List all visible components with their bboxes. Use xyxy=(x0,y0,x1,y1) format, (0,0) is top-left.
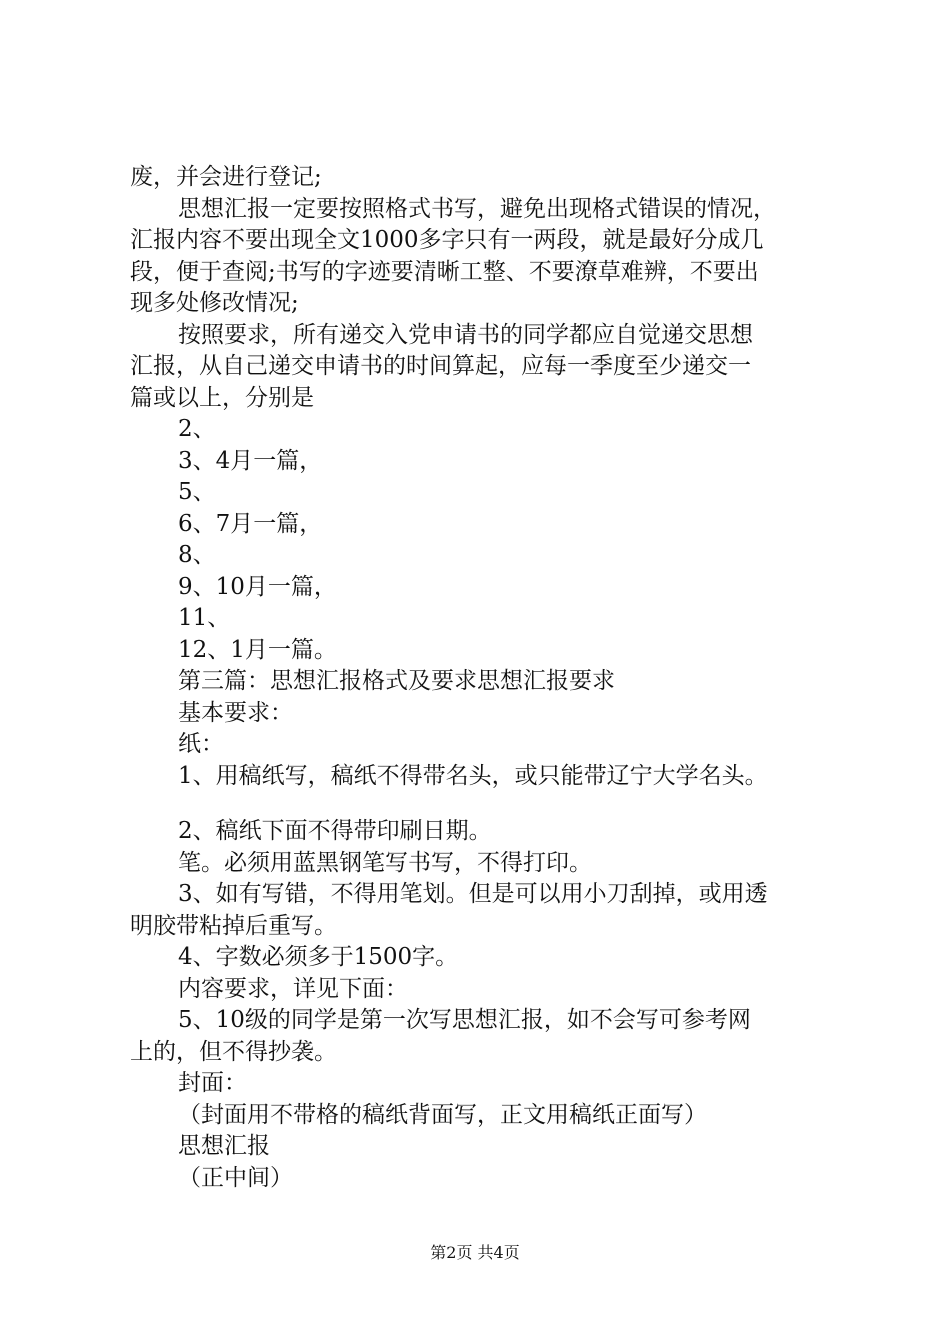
list-item: 8、 xyxy=(178,542,216,568)
page-footer: 第2页 共4页 xyxy=(430,1243,520,1262)
list-item: 5、 xyxy=(178,479,216,505)
text-line: 废，并会进行登记; xyxy=(130,164,322,190)
text-line: 5、10级的同学是第一次写思想汇报，如不会写可参考网 xyxy=(178,1007,751,1033)
text-line: 1、用稿纸写，稿纸不得带名头，或只能带辽宁大学名头。 xyxy=(178,762,768,789)
text-line: 基本要求： xyxy=(178,699,293,726)
list-item: 6、7月一篇， xyxy=(178,510,323,537)
list-item: 11、 xyxy=(178,605,231,631)
text-line: （正中间） xyxy=(178,1164,293,1191)
text-line: 2、稿纸下面不得带印刷日期。 xyxy=(178,818,492,844)
text-line: 内容要求，详见下面： xyxy=(178,975,408,1002)
list-item: 12、1月一篇。 xyxy=(178,636,337,663)
document-body xyxy=(130,162,830,1194)
list-item: 3、4月一篇， xyxy=(178,447,323,474)
paragraph-spacer xyxy=(130,792,830,816)
list-item: 9、10月一篇， xyxy=(178,573,337,600)
text-line: 汇报，从自己递交申请书的时间算起，应每一季度至少递交一 xyxy=(130,353,751,379)
text-line: 3、如有写错，不得用笔划。但是可以用小刀刮掉，或用透 xyxy=(178,881,768,907)
text-line: 汇报内容不要出现全文1000多字只有一两段，就是最好分成几 xyxy=(130,227,764,253)
text-line: （封面用不带格的稿纸背面写，正文用稿纸正面写） xyxy=(178,1101,707,1128)
text-line: 纸： xyxy=(178,731,224,757)
text-line: 按照要求，所有递交入党申请书的同学都应自觉递交思想 xyxy=(178,321,753,348)
section-heading: 第三篇：思想汇报格式及要求思想汇报要求 xyxy=(178,668,615,694)
text-line: 思想汇报一定要按照格式书写，避免出现格式错误的情况， xyxy=(178,195,776,222)
text-line: 现多处修改情况; xyxy=(130,290,299,316)
text-line: 笔。必须用蓝黑钢笔写书写，不得打印。 xyxy=(178,849,592,876)
text-line: 上的，但不得抄袭。 xyxy=(130,1038,337,1065)
text-line: 4、字数必须多于1500字。 xyxy=(178,944,459,970)
text-line: 明胶带粘掉后重写。 xyxy=(130,912,337,939)
text-line: 封面： xyxy=(178,1070,247,1096)
list-item: 2、 xyxy=(178,416,216,442)
text-line: 篇或以上，分别是 xyxy=(130,384,314,411)
text-line: 思想汇报 xyxy=(178,1133,270,1159)
text-line: 段，便于查阅;书写的字迹要清晰工整、不要潦草难辨，不要出 xyxy=(130,258,759,285)
